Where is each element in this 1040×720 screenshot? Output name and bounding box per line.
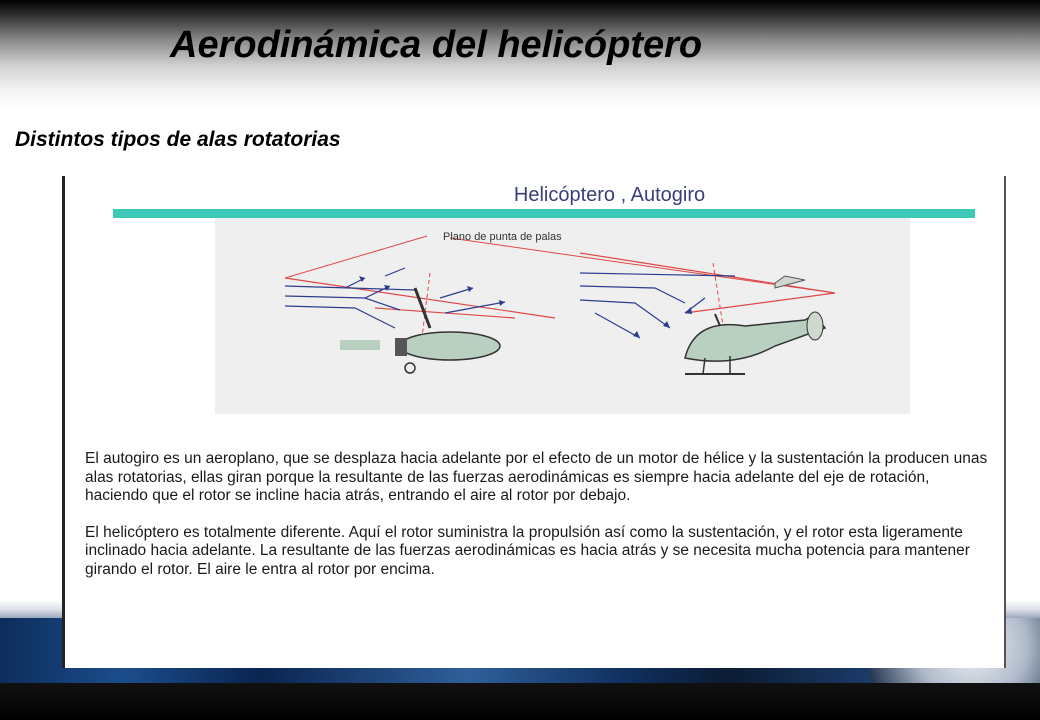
panel-heading-text: Helicóptero , Autogiro — [513, 184, 706, 206]
panel-body-text — [85, 450, 990, 598]
diagram-label: Plano de punta de palas — [443, 231, 562, 243]
paragraph-autogiro: El autogiro es un aeroplano, que se desplaza hacia adelante por el efecto de un motor de hélice y la sustentación la producen unas alas rotatorias, ellas giran porque la resultante de las fuerzas aerodinámicas es siempre hacia adelante del eje de rotación, haciendo que el rotor se incline hacia atrás, entrando el aire al rotor por debajo. — [85, 450, 988, 505]
panel-heading — [65, 184, 1004, 207]
helicopter-illustration — [450, 238, 835, 374]
autogiro-illustration — [285, 236, 555, 373]
slide-title: Aerodinámica del helicóptero — [170, 24, 703, 66]
slide-subtitle: Distintos tipos de alas rotatorias — [15, 128, 341, 151]
rotor-diagram-svg — [215, 218, 910, 414]
accent-bar — [113, 209, 975, 218]
content-panel — [62, 176, 1006, 668]
paragraph-helicoptero: El helicóptero es totalmente diferente. Aquí el rotor suministra la propulsión así como la sustentación, y el rotor esta ligeramente inclinado hacia adelante. La resultante de las fuerzas aerodinámicas es hacia atrás y se necesita mucha potencia para mantener girando el rotor. El aire le entra al rotor por encima. — [85, 523, 970, 578]
rotor-diagram — [215, 218, 910, 414]
bottom-footer-bar — [0, 683, 1040, 720]
